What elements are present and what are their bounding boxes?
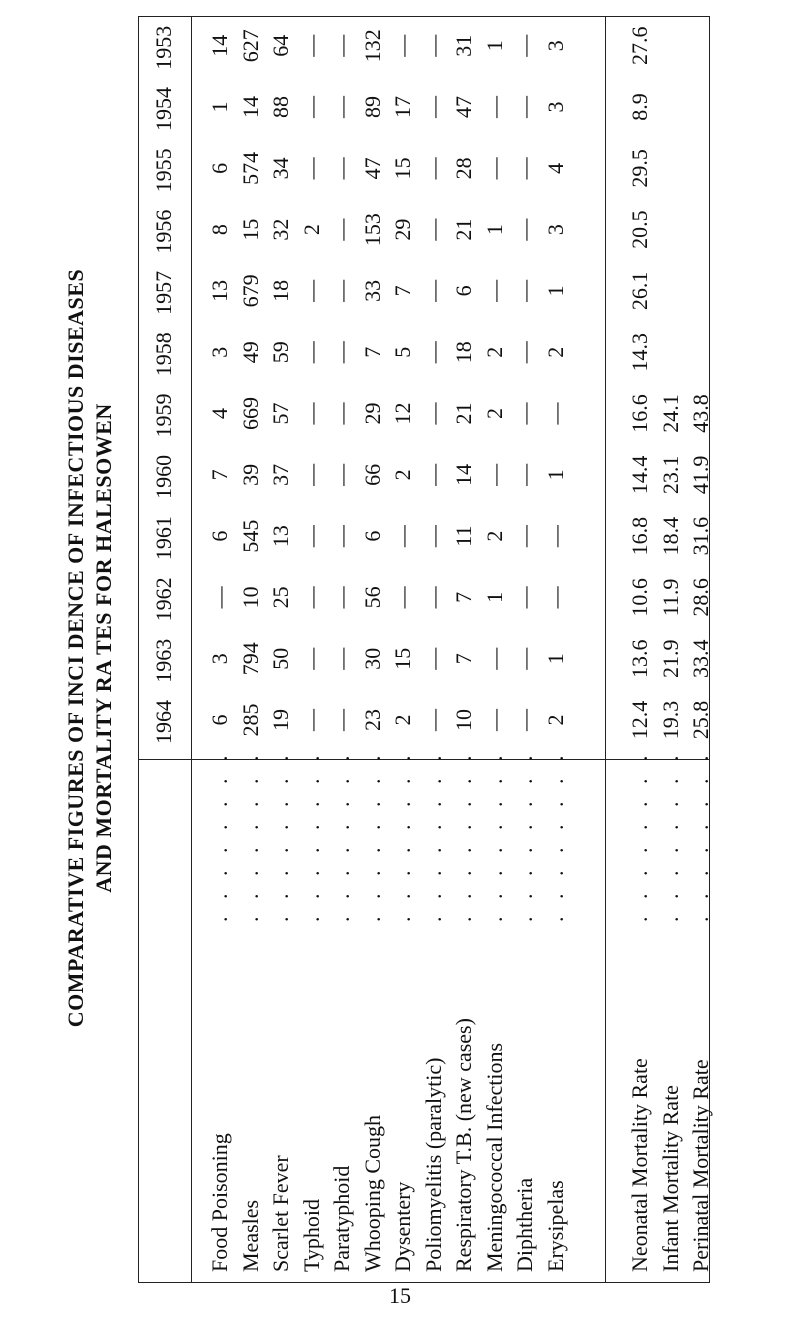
table-cell: 1 <box>542 285 568 297</box>
table-cell: 14 <box>207 34 232 57</box>
table-cell: — <box>329 709 354 731</box>
year-header: 1955 <box>151 148 176 193</box>
rate-cell: 13.6 <box>627 639 652 678</box>
table-cell: 31 <box>451 34 476 57</box>
table-cell: 30 <box>359 647 385 670</box>
table-cell: — <box>512 647 537 670</box>
table-cell: 285 <box>237 703 263 737</box>
table-cell: 57 <box>268 402 293 425</box>
rate-cell: 23.1 <box>657 455 683 495</box>
row-label: Measles <box>237 1199 263 1272</box>
table-cell: 6 <box>207 162 232 174</box>
table-cell: — <box>512 341 537 364</box>
table-cell: 12 <box>390 402 415 425</box>
table-cell: — <box>298 341 324 364</box>
table-cell: — <box>420 157 446 180</box>
table-cell: 3 <box>207 346 232 358</box>
table-cell: 3 <box>207 653 232 665</box>
rate-cell: 16.6 <box>627 394 652 433</box>
table-cell: 153 <box>359 213 385 247</box>
table-cell: — <box>390 34 415 57</box>
table-cell: 1 <box>542 469 568 481</box>
table-cell: — <box>329 402 354 425</box>
rate-cell: 33.4 <box>688 639 713 678</box>
table-cell: — <box>512 525 537 548</box>
table-cell: 1 <box>207 101 232 113</box>
year-header: 1956 <box>151 209 176 254</box>
table-cell: — <box>481 463 507 486</box>
table-cell: 1 <box>481 40 507 52</box>
table-cell: 23 <box>359 709 385 731</box>
table-cell: 1 <box>481 224 507 236</box>
table-cell: 132 <box>359 29 385 63</box>
table-cell: — <box>512 34 537 57</box>
year-header: 1964 <box>151 700 176 744</box>
table-cell: — <box>298 34 324 57</box>
table-cell: — <box>542 586 568 609</box>
rate-cell: 24.1 <box>657 394 683 433</box>
table-cell: 34 <box>268 157 293 180</box>
table-cell: 6 <box>207 530 232 542</box>
table-cell: — <box>481 709 507 731</box>
table-cell: 2 <box>390 714 415 726</box>
table-cell: — <box>420 96 446 118</box>
table-cell: — <box>329 341 354 364</box>
row-label: Meningococcal Infections <box>481 1042 507 1272</box>
table-cell: 7 <box>451 653 476 665</box>
table-cell: 669 <box>237 397 263 430</box>
table-cell: 25 <box>268 586 293 609</box>
table-cell: — <box>329 586 354 609</box>
table-cell: 47 <box>451 96 476 118</box>
table-cell: — <box>420 218 446 241</box>
table-cell: — <box>298 96 324 118</box>
rate-cell: 18.4 <box>657 516 683 556</box>
table-cell: 59 <box>268 341 293 364</box>
dot-leader: . . . . . . . . <box>268 749 293 922</box>
row-label: Typhoid <box>298 1198 324 1272</box>
table-cell: 10 <box>237 586 263 609</box>
rate-cell: 12.4 <box>627 700 652 740</box>
dot-leader: . . . . . . . . <box>512 749 537 922</box>
table-cell: 89 <box>359 96 385 118</box>
year-header: 1962 <box>151 577 176 622</box>
table-cell: — <box>420 647 446 670</box>
table-cell: 17 <box>390 96 415 118</box>
year-header: 1959 <box>151 393 176 438</box>
dot-leader: . . . . . . . . <box>451 749 476 922</box>
table-cell: 10 <box>451 709 476 731</box>
year-header: 1958 <box>151 332 176 377</box>
table-cell: — <box>298 279 324 302</box>
table-cell: — <box>481 96 507 118</box>
table-cell: — <box>512 402 537 425</box>
row-label: Food Poisoning <box>207 1133 232 1272</box>
table-cell: 7 <box>359 346 385 358</box>
table-cell: 11 <box>451 525 476 547</box>
table-cell: 679 <box>237 274 263 308</box>
table-cell: 5 <box>390 346 415 358</box>
row-label: Erysipelas <box>542 1180 568 1272</box>
table-cell: 2 <box>481 408 507 419</box>
row-label: Scarlet Fever <box>268 1155 293 1272</box>
table-cell: 47 <box>359 157 385 180</box>
dot-leader: . . . . . . . . <box>542 749 568 922</box>
year-header: 1961 <box>151 516 176 561</box>
table-cell: — <box>512 96 537 118</box>
table-cell: 3 <box>542 40 568 52</box>
table-cell: 64 <box>268 34 293 57</box>
rate-label: Perinatal Mortality Rate <box>688 1059 713 1272</box>
rate-cell: 29.5 <box>627 149 652 188</box>
rate-label: Neonatal Mortality Rate <box>627 1058 652 1272</box>
table-cell: 39 <box>237 463 263 486</box>
table-cell: 545 <box>237 519 263 553</box>
table-cell: 13 <box>268 525 293 548</box>
rate-cell: 11.9 <box>657 578 683 617</box>
table-cell: 7 <box>207 469 232 481</box>
table-cell: 28 <box>451 157 476 180</box>
table-cell: — <box>512 709 537 731</box>
table-cell: — <box>329 218 354 241</box>
table-cell: 37 <box>268 463 293 486</box>
table-cell: 88 <box>268 96 293 118</box>
table-cell: 15 <box>237 218 263 241</box>
rate-cell: 31.6 <box>688 516 713 556</box>
table-cell: — <box>481 157 507 180</box>
table-cell: — <box>298 402 324 425</box>
table-cell: — <box>420 709 446 731</box>
table-cell: 6 <box>359 530 385 542</box>
rate-cell: 8.9 <box>627 93 652 121</box>
table-cell: 2 <box>298 224 324 236</box>
row-label: Dysentery <box>390 1181 415 1272</box>
rate-cell: 28.6 <box>688 578 713 617</box>
table-cell: 29 <box>359 402 385 425</box>
dot-leader: . . . . . . . . <box>298 749 324 922</box>
table-cell: — <box>298 709 324 731</box>
table-cell: — <box>420 525 446 548</box>
table-cell: 66 <box>359 463 385 486</box>
table-cell: 7 <box>390 285 415 297</box>
table-cell: — <box>420 279 446 302</box>
dot-leader: . . . . . . . . <box>627 749 652 922</box>
dot-leader: . . . . . . . . <box>420 749 446 922</box>
table-cell: — <box>329 96 354 118</box>
row-label: Respiratory T.B. (new cases) <box>451 1018 476 1272</box>
rate-cell: 14.3 <box>627 332 652 372</box>
table-cell: 14 <box>237 96 263 118</box>
table-cell: 33 <box>359 279 385 302</box>
table-cell: 15 <box>390 157 415 180</box>
table-cell: — <box>329 463 354 486</box>
rate-cell: 21.9 <box>657 639 683 678</box>
table-cell: 794 <box>237 642 263 676</box>
dot-leader: . . . . . . . . <box>207 749 232 922</box>
rate-cell: 26.1 <box>627 271 652 311</box>
table-frame <box>138 16 713 1283</box>
table-cell: — <box>512 586 537 609</box>
table-cell: 3 <box>542 224 568 236</box>
table-cell: 2 <box>542 346 568 358</box>
table-cell: 19 <box>268 709 293 731</box>
rotated-table-page <box>55 8 745 1288</box>
table-cell: 15 <box>390 647 415 670</box>
table-cell: — <box>329 34 354 57</box>
table-cell: 49 <box>237 341 263 364</box>
dot-leader: . . . . . . . . <box>237 749 263 922</box>
table-cell: — <box>298 463 324 486</box>
table-cell: 2 <box>481 530 507 542</box>
table-cell: — <box>542 525 568 548</box>
table-cell: — <box>512 463 537 486</box>
table-cell: 21 <box>451 402 476 425</box>
rate-cell: 41.9 <box>688 455 713 495</box>
table-cell: 2 <box>481 346 507 358</box>
year-header: 1953 <box>151 25 176 70</box>
rate-cell: 27.6 <box>627 26 652 65</box>
dot-leader: . . . . . . . . <box>688 749 713 922</box>
table-cell: — <box>512 157 537 180</box>
table-cell: — <box>420 402 446 425</box>
table-cell: — <box>207 586 232 609</box>
table-cell: 18 <box>268 279 293 302</box>
table-cell: 2 <box>390 469 415 481</box>
table-cell: 8 <box>207 224 232 236</box>
table-title-line-1: COMPARATIVE FIGURES OF INCI DENCE OF INFECTIOUS DISEASES <box>63 268 88 1028</box>
dot-leader: . . . . . . . . <box>359 749 385 922</box>
table-cell: — <box>329 157 354 180</box>
table-cell: — <box>512 279 537 302</box>
table-cell: — <box>390 586 415 609</box>
rate-cell: 16.8 <box>627 516 652 556</box>
rate-cell: 20.5 <box>627 210 652 249</box>
table-cell: 13 <box>207 279 232 302</box>
table-cell: — <box>298 157 324 180</box>
dot-leader: . . . . . . . . <box>329 749 354 922</box>
rate-cell: 43.8 <box>688 394 713 433</box>
table-cell: 2 <box>542 714 568 726</box>
table-cell: — <box>329 525 354 548</box>
row-label: Poliomyelitis (paralytic) <box>420 1057 446 1272</box>
table-cell: 3 <box>542 101 568 113</box>
table-cell: 627 <box>237 29 263 63</box>
table-cell: 574 <box>237 151 263 185</box>
table-cell: — <box>298 647 324 670</box>
rate-cell: 10.6 <box>627 578 652 617</box>
table-cell: 50 <box>268 647 293 670</box>
table-cell: — <box>512 218 537 241</box>
table-cell: — <box>390 525 415 548</box>
row-label: Whooping Cough <box>359 1114 385 1272</box>
table-cell: 32 <box>268 218 293 241</box>
table-cell: — <box>420 341 446 364</box>
header-rule <box>191 17 192 1282</box>
dot-leader: . . . . . . . . <box>481 749 507 922</box>
table-cell: — <box>420 463 446 486</box>
rate-cell: 25.8 <box>688 700 713 740</box>
table-cell: 4 <box>542 162 568 174</box>
table-cell: 18 <box>451 341 476 364</box>
table-cell: — <box>329 279 354 302</box>
table-cell: 4 <box>207 408 232 419</box>
dot-leader: . . . . . . . . <box>657 749 683 922</box>
table-cell: — <box>542 402 568 425</box>
rates-separator-rule <box>605 17 606 1282</box>
table-cell: 1 <box>542 653 568 665</box>
table-cell: — <box>298 525 324 548</box>
row-label: Diphtheria <box>512 1177 537 1272</box>
year-header: 1963 <box>151 638 176 683</box>
table-cell: 7 <box>451 591 476 603</box>
table-cell: — <box>481 647 507 670</box>
table-cell: 6 <box>451 285 476 297</box>
row-label: Paratyphoid <box>329 1165 354 1272</box>
table-title-line-2: AND MORTALITY RA TES FOR HALESOWEN <box>91 403 116 893</box>
table-cell: 21 <box>451 218 476 241</box>
rate-cell: 14.4 <box>627 455 652 495</box>
dot-leader: . . . . . . . . <box>390 749 415 922</box>
year-header: 1954 <box>151 87 176 131</box>
table-cell: 56 <box>359 586 385 609</box>
table-cell: 29 <box>390 218 415 241</box>
table-cell: — <box>481 279 507 302</box>
year-header: 1957 <box>151 270 176 315</box>
table-cell: 14 <box>451 463 476 486</box>
table-cell: — <box>329 647 354 670</box>
table-cell: 6 <box>207 714 232 726</box>
rate-cell: 19.3 <box>657 700 683 740</box>
page-number: 15 <box>389 1283 411 1308</box>
rate-label: Infant Mortality Rate <box>657 1085 683 1272</box>
year-header: 1960 <box>151 454 176 499</box>
table-cell: 1 <box>481 591 507 603</box>
table-cell: — <box>420 34 446 57</box>
table-cell: — <box>298 586 324 609</box>
table-cell: — <box>420 586 446 609</box>
